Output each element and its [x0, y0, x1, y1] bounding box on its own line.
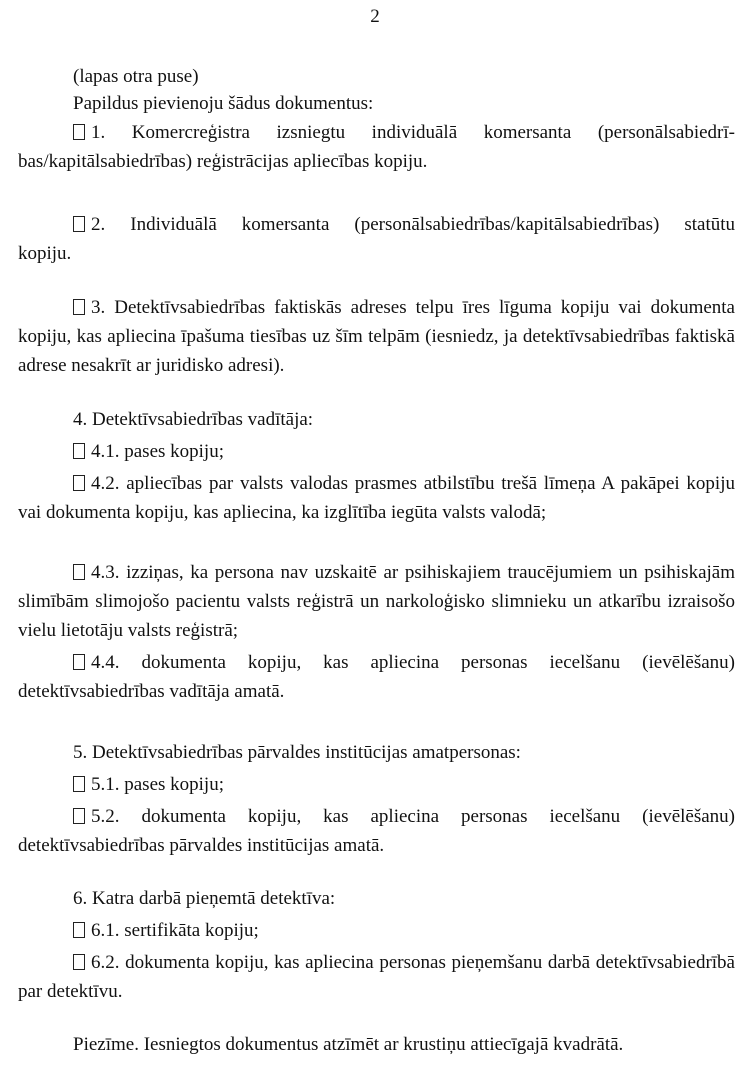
item-6-1-text: 6.1. sertifikāta kopiju; [91, 920, 259, 941]
checkbox-4-4[interactable] [73, 654, 85, 670]
checkbox-5-1[interactable] [73, 776, 85, 792]
intro-line-2: Papildus pievienoju šādus dokumentus: [73, 93, 374, 114]
item-4-4-text: 4.4. dokumenta kopiju, kas apliecina personas iecelšanu (ievēlēšanu) detektīvsabiedrības vadītāja amatā. [18, 652, 735, 702]
item-5-2 [18, 802, 735, 860]
item-4-3 [18, 558, 735, 645]
item-4-3-text: 4.3. izziņas, ka persona nav uzskaitē ar psihiskajiem traucējumiem un psihiskajām slimībām slimojošo pacientu valsts reģistrā un narkoloģisko slimnieku un atkarību izraisošo vielu lietotāju valsts reģistrā; [18, 562, 735, 641]
item-3 [18, 293, 735, 380]
checkbox-6-2[interactable] [73, 954, 85, 970]
note: Piezīme. Iesniegtos dokumentus atzīmēt ar krustiņu attiecīgajā kvadrātā. [73, 1034, 624, 1055]
item-6-2 [18, 948, 735, 1006]
item-3-text: 3. Detektīvsabiedrības faktiskās adreses telpu īres līguma kopiju vai dokumenta kopiju, kas apliecina īpašuma tiesības uz šīm telpām (iesniedz, ja detektīvsabiedrības faktiskā adrese nesakrīt ar juridisko adresi). [18, 297, 735, 376]
item-1 [18, 118, 735, 176]
checkbox-4-3[interactable] [73, 564, 85, 580]
checkbox-1[interactable] [73, 124, 85, 140]
item-4-4 [18, 648, 735, 706]
item-6-2-text: 6.2. dokumenta kopiju, kas apliecina personas pieņemšanu darbā detektīvsabiedrībā par detektīvu. [18, 952, 735, 1002]
checkbox-5-2[interactable] [73, 808, 85, 824]
item-6-1 [18, 916, 735, 945]
checkbox-4-1[interactable] [73, 443, 85, 459]
item-5-2-text: 5.2. dokumenta kopiju, kas apliecina personas iecelšanu (ievēlēšanu) detektīvsabiedrības pārvaldes institūcijas amatā. [18, 806, 735, 856]
item-4-1 [18, 437, 735, 466]
item-5-1 [18, 770, 735, 799]
item-4-2 [18, 469, 735, 527]
checkbox-6-1[interactable] [73, 922, 85, 938]
section-6-heading: 6. Katra darbā pieņemtā detektīva: [73, 888, 336, 909]
item-4-1-text: 4.1. pases kopiju; [91, 441, 224, 462]
item-2-text: 2. Individuālā komersanta (personālsabiedrības/kapitālsabiedrības) statūtu kopiju. [18, 214, 735, 264]
checkbox-2[interactable] [73, 216, 85, 232]
item-5-1-text: 5.1. pases kopiju; [91, 774, 224, 795]
page-number: 2 [370, 6, 380, 27]
item-1-text: 1. Komercreģistra izsniegtu individuālā komersanta (personālsabiedrī-bas/kapitālsabiedrības) reģistrācijas apliecības kopiju. [18, 122, 735, 172]
item-4-2-text: 4.2. apliecības par valsts valodas prasmes atbilstību trešā līmeņa A pakāpei kopiju vai dokumenta kopiju, kas apliecina, ka izglītība iegūta valsts valodā; [18, 473, 735, 523]
section-4-heading: 4. Detektīvsabiedrības vadītāja: [73, 409, 314, 430]
item-2 [18, 210, 735, 268]
checkbox-3[interactable] [73, 299, 85, 315]
section-5-heading: 5. Detektīvsabiedrības pārvaldes institūcijas amatpersonas: [73, 742, 521, 763]
checkbox-4-2[interactable] [73, 475, 85, 491]
intro-line-1: (lapas otra puse) [73, 66, 199, 87]
